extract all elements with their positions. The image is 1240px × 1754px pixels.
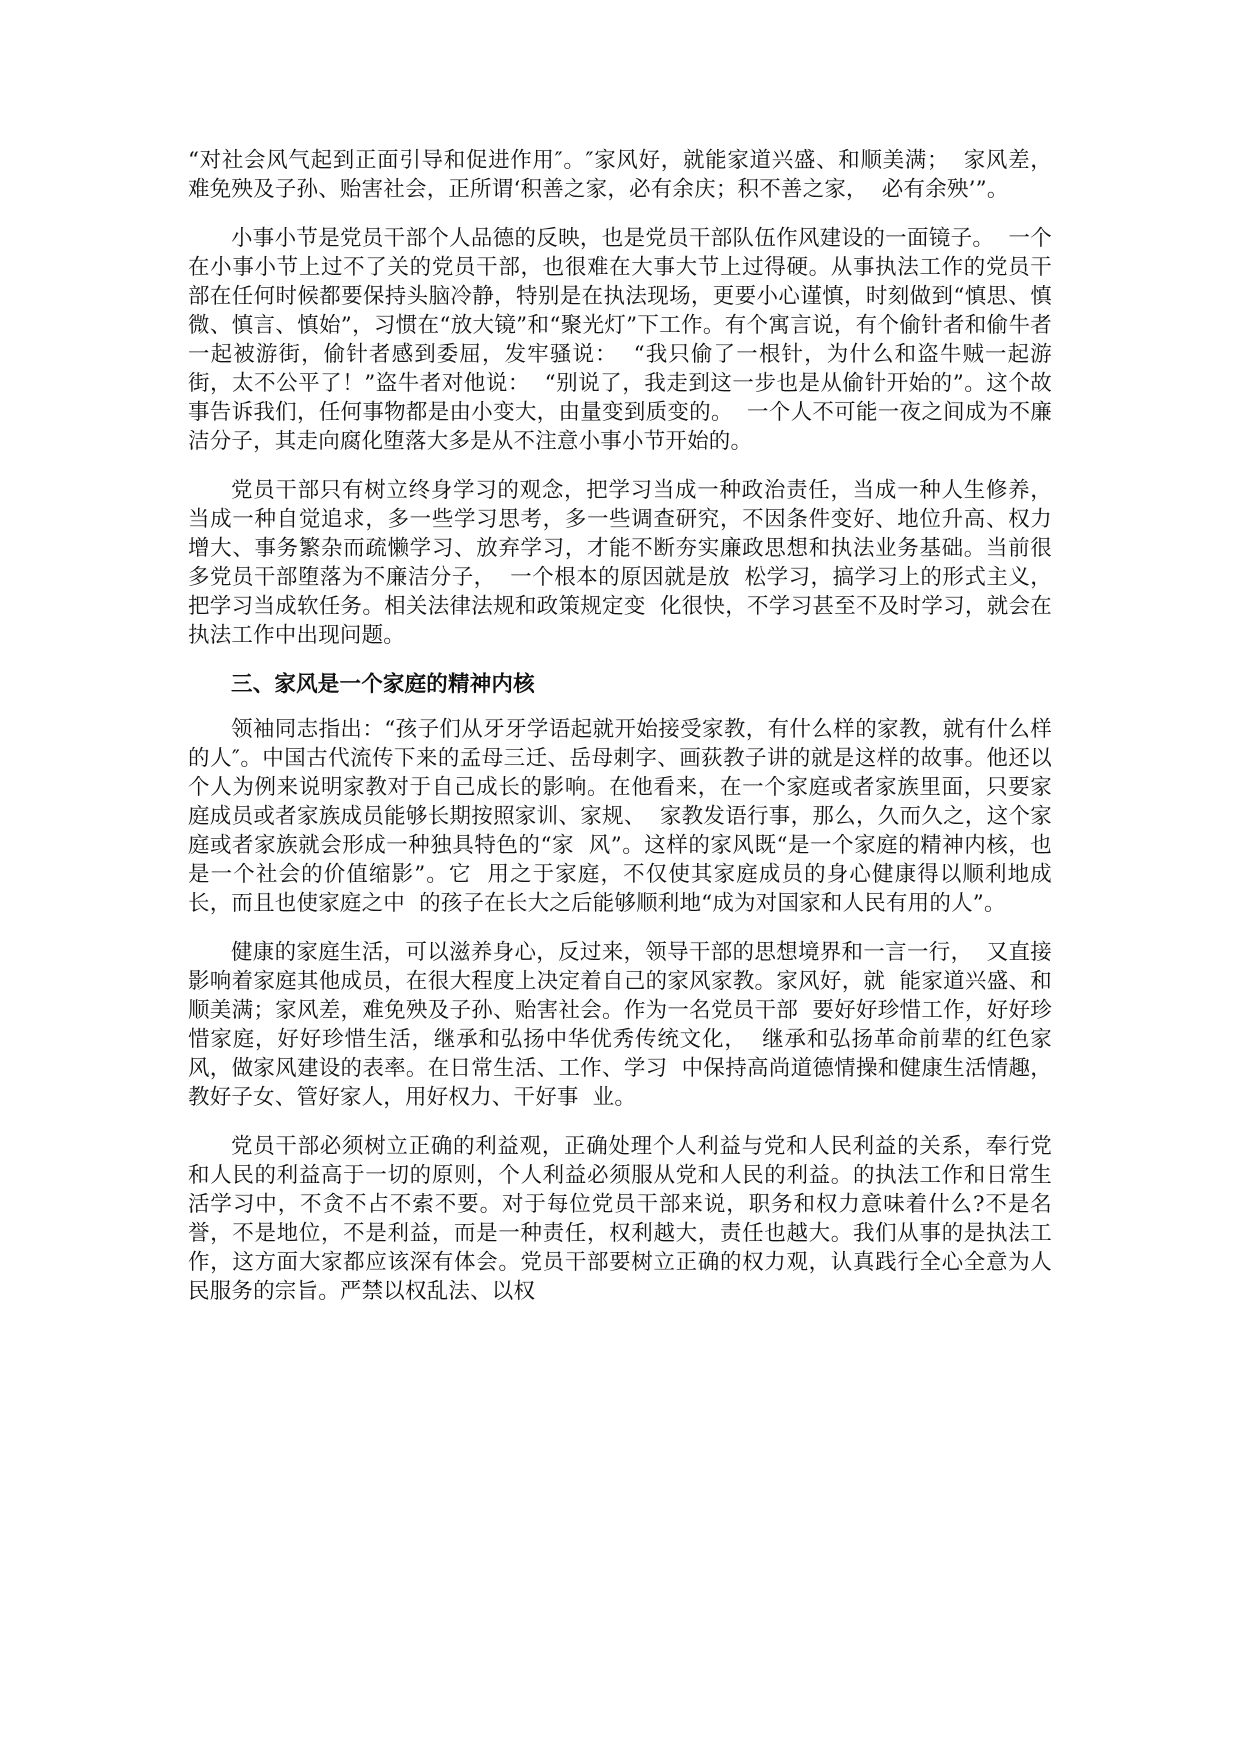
paragraph-4: 领袖同志指出：“孩子们从牙牙学语起就开始接受家教，有什么样的家教，就有什么样的人″。中国古代流传下来的孟母三迁、岳母刺字、画荻教子讲的就是这样的故事。他还以个人为例来说明家教对于自己成长的影响。在他看来，在一个家庭或者家族里面，只要家庭成员或者家族成员能够长期按照家训、家规、 家教发语行事，那么，久而久之，这个家庭或者家族就会形成一种独具特色的“家 风”。这样的家风既“是一个家庭的精神内核，也是一个社会的价值缩影”。它 用之于家庭，不仅使其家庭成员的身心健康得以顺利地成长，而且也使家庭之中 的孩子在长大之后能够顺利地“成为对国家和人民有用的人”。 [188, 717, 1052, 916]
paragraph-2: 小事小节是党员干部个人品德的反映，也是党员干部队伍作风建设的一面镜子。 一个在小事小节上过不了关的党员干部，也很难在大事大节上过得硬。从事执法工作的党员干部在任何时候都要保持头脑冷静，特别是在执法现场，更要小心谨慎，时刻做到“慎思、慎微、慎言、慎始”，习惯在“放大镜”和“聚光灯”下工作。有个寓言说，有个偷针者和偷牛者一起被游街，偷针者感到委屈，发牢骚说： “我只偷了一根针，为什么和盗牛贼一起游街，太不公平了！”盗牛者对他说： “别说了，我走到这一步也是从偷针开始的”。这个故事告诉我们，任何事物都是由小变大，由量变到质变的。 一个人不可能一夜之间成为不廉洁分子，其走向腐化堕落大多是从不注意小事小节开始的。 [188, 226, 1052, 454]
paragraph-6: 党员干部必须树立正确的利益观，正确处理个人利益与党和人民利益的关系，奉行党和人民的利益高于一切的原则，个人利益必须服从党和人民的利益。的执法工作和日常生活学习中，不贪不占不索不要。对于每位党员干部来说，职务和权力意味着什么?不是名誉，不是地位，不是利益，而是一种责任，权利越大，责任也越大。我们从事的是执法工作，这方面大家都应该深有体会。党员干部要树立正确的权力观，认真践行全心全意为人民服务的宗旨。严禁以权乱法、以权 [188, 1134, 1052, 1304]
section-heading: 三、家风是一个家庭的精神内核 [231, 672, 535, 697]
document-body [188, 146, 1052, 1326]
paragraph-1: “对社会风气起到正面引导和促进作用″。″家风好，就能家道兴盛、和顺美满； 家风差，难免殃及子孙、贻害社会，正所谓‘积善之家，必有余庆；积不善之家， 必有余殃’”。 [188, 148, 1052, 202]
paragraph-5: 健康的家庭生活，可以滋养身心，反过来，领导干部的思想境界和一言一行， 又直接影响着家庭其他成员，在很大程度上决定着自己的家风家教。家风好，就 能家道兴盛、和顺美满；家风差，难免殃及子孙、贻害社会。作为一名党员干部 要好好珍惜工作，好好珍惜家庭，好好珍惜生活，继承和弘扬中华优秀传统文化， 继承和弘扬革命前辈的红色家风，做家风建设的表率。在日常生活、工作、学习 中保持高尚道德情操和健康生活情趣，教好子女、管好家人，用好权力、干好事 业。 [188, 940, 1052, 1110]
paragraph-3: 党员干部只有树立终身学习的观念，把学习当成一种政治责任，当成一种人生修养，当成一种自觉追求，多一些学习思考，多一些调查研究，不因条件变好、地位升高、权力增大、事务繁杂而疏懒学习、放弃学习，才能不断夯实廉政思想和执法业务基础。当前很多党员干部堕落为不廉洁分子， 一个根本的原因就是放 松学习，搞学习上的形式主义，把学习当成软任务。相关法律法规和政策规定变 化很快，不学习甚至不及时学习，就会在执法工作中出现问题。 [188, 478, 1052, 648]
